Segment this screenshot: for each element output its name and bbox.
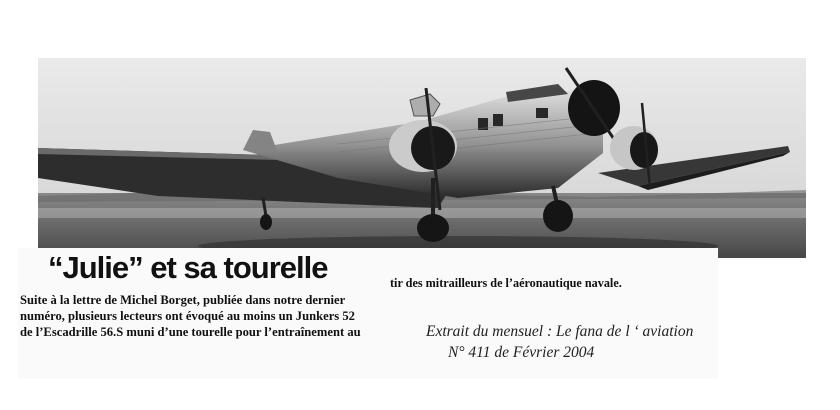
source-caption-issue: N° 411 de Février 2004 <box>448 344 595 361</box>
article-body <box>20 292 365 340</box>
junkers-52-illustration <box>38 58 806 258</box>
aircraft-photo <box>38 58 806 258</box>
article-continuation: tir des mitrailleurs de l’aéronautique navale. <box>390 276 622 290</box>
article-body-line: Suite à la lettre de Michel Borget, publiée dans notre dernier <box>20 293 346 307</box>
article-body-line: numéro, plusieurs lecteurs ont évoqué au moins un Junkers 52 <box>20 309 355 323</box>
source-caption-title: Extrait du mensuel : Le fana de l ‘ aviation <box>426 323 694 340</box>
article-body-line: de l’Escadrille 56.S muni d’une tourelle pour l’entraînement au <box>20 325 361 339</box>
article-headline: “Julie” et sa tourelle <box>48 250 328 285</box>
